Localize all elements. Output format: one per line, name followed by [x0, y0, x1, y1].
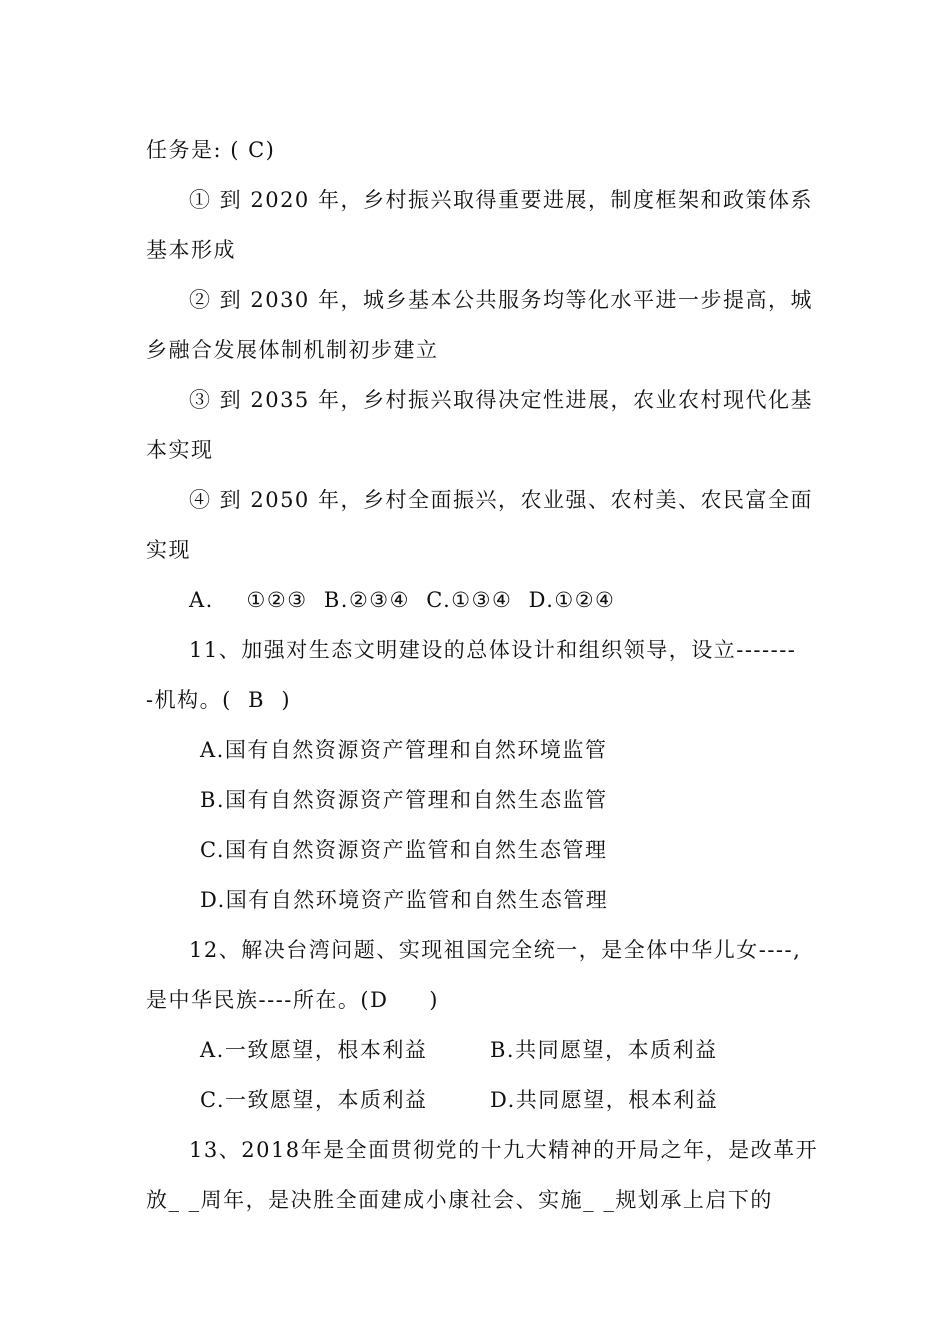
text-line: 乡融合发展体制机制初步建立	[146, 338, 439, 362]
question-13: 13、2018年是全面贯彻党的十九大精神的开局之年，是改革开	[189, 1138, 819, 1162]
question-11: 11、加强对生态文明建设的总体设计和组织领导，设立-------	[189, 638, 797, 662]
question-12: 12、解决台湾问题、实现祖国完全统一，是全体中华儿女----,	[189, 938, 802, 962]
option-b: B.国有自然资源资产管理和自然生态监管	[200, 788, 608, 812]
text-line: -机构。( B )	[146, 688, 292, 712]
text-line: ② 到 2030 年，城乡基本公共服务均等化水平进一步提高，城	[189, 288, 813, 312]
text-line: 基本形成	[146, 238, 236, 262]
text-line: 本实现	[146, 438, 214, 462]
text-line: 放_ _周年，是决胜全面建成小康社会、实施_ _规划承上启下的	[146, 1188, 773, 1212]
text-line: 实现	[146, 538, 191, 562]
option-d: D.国有自然环境资产监管和自然生态管理	[200, 888, 609, 912]
text-line: ④ 到 2050 年，乡村全面振兴，农业强、农村美、农民富全面	[189, 488, 813, 512]
text-line: ① 到 2020 年，乡村振兴取得重要进展，制度框架和政策体系	[189, 188, 813, 212]
text-line: 任务是: ( C)	[146, 138, 276, 162]
text-line: ③ 到 2035 年，乡村振兴取得决定性进展，农业农村现代化基	[189, 388, 813, 412]
option-a: A.国有自然资源资产管理和自然环境监管	[200, 738, 608, 762]
option-c: C.国有自然资源资产监管和自然生态管理	[200, 838, 608, 862]
option-a: A.一致愿望，根本利益	[200, 1038, 428, 1062]
option-c: C.一致愿望，本质利益	[200, 1088, 428, 1112]
option-d: D.共同愿望，根本利益	[490, 1088, 719, 1112]
text-line: 是中华民族----所在。(D )	[146, 988, 439, 1012]
option-b: B.共同愿望，本质利益	[490, 1038, 718, 1062]
answer-options: A. ①②③ B.②③④ C.①③④ D.①②④	[189, 588, 616, 612]
